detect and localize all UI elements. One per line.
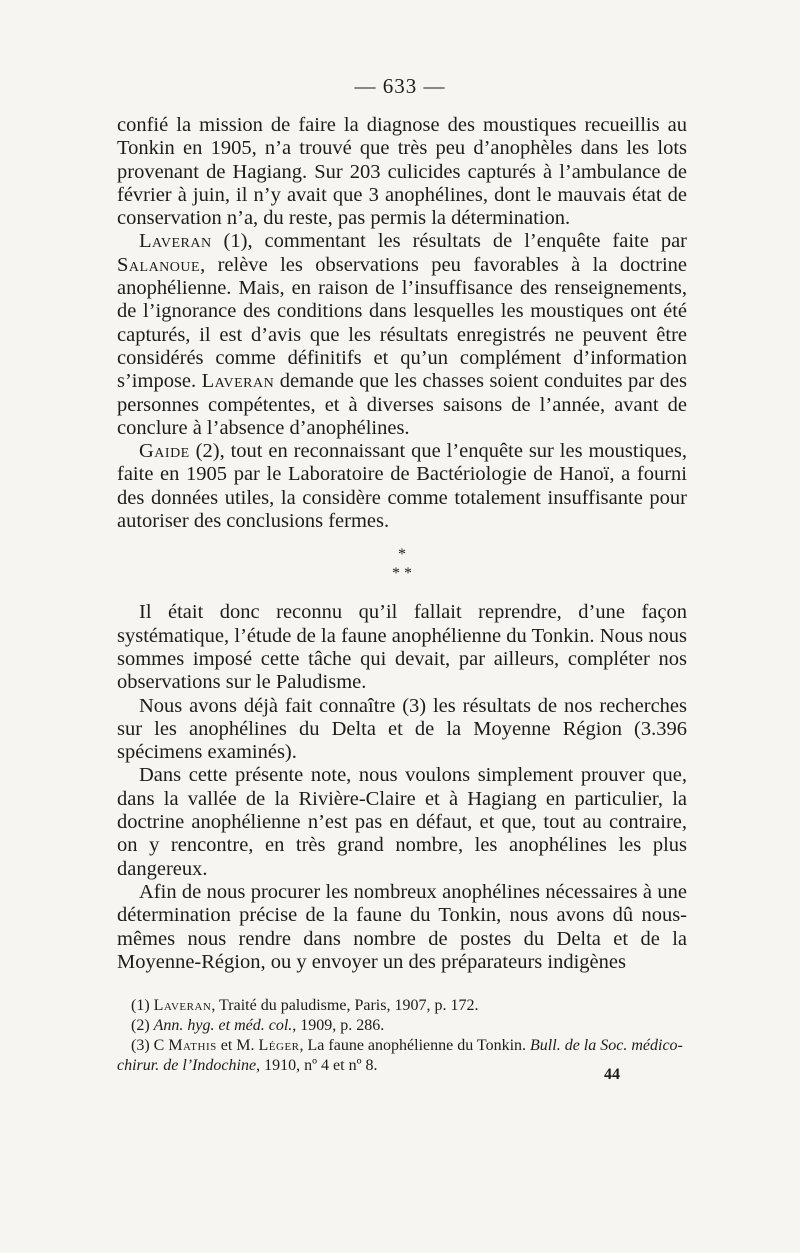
footnote-marker: (2) xyxy=(131,1017,154,1034)
footnote-marker: (3) C xyxy=(131,1037,169,1054)
text-segment: , 1909, p. 286. xyxy=(292,1017,385,1034)
footnote-3 xyxy=(117,1036,687,1076)
paragraph-7 xyxy=(117,881,687,974)
footnote-2 xyxy=(117,1016,687,1036)
paragraph-5 xyxy=(117,695,687,765)
author-name: Salanoue xyxy=(117,253,201,276)
text-segment: (1), commentant les résultats de l’enquête faite par xyxy=(211,230,687,253)
text-segment: Dans cette présente note, nous voulons simplement prouver que, dans la vallée de la Rivière-Claire et à Hagiang en particulier, la doctrine anophélienne n’est pas en défaut, et que, tout au contraire, on y rencontre, en très grand nombre, les anophélines les plus dangereux. xyxy=(117,764,687,880)
journal-title: Bull. de la Soc. médico-chirur. de l’Indochine xyxy=(117,1037,683,1074)
journal-title: Ann. hyg. et méd. col. xyxy=(153,1017,293,1034)
paragraph-1 xyxy=(117,114,687,230)
paragraph-2 xyxy=(117,230,687,440)
author-name: Léger xyxy=(258,1037,300,1054)
paragraph-4 xyxy=(117,601,687,694)
footnote-1 xyxy=(117,996,687,1016)
paragraph-3 xyxy=(117,440,687,533)
text-segment: demande que les chasses soient conduites par des personnes compétentes, et à diverses saisons de l’année, avant de conclure à l’absence d’anophélines. xyxy=(117,370,687,439)
author-name: Laveran xyxy=(201,370,275,393)
asterism-bottom: * * xyxy=(392,565,412,583)
author-name: Gaide xyxy=(139,440,190,463)
text-segment: , 1910, nº 4 et nº 8. xyxy=(256,1057,378,1074)
author-name: Mathis xyxy=(168,1037,217,1054)
text-segment: Il était donc reconnu qu’il fallait reprendre, d’une façon systématique, l’étude de la faune anophélienne du Tonkin. Nous nous sommes imposé cette tâche qui devait, par ailleurs, compléter nos observations sur le Paludisme. xyxy=(117,601,687,694)
page-number: — 633 — xyxy=(354,74,446,98)
asterism-divider xyxy=(117,533,687,601)
author-name: Laveran xyxy=(153,997,212,1014)
footnote-marker: (1) xyxy=(131,997,154,1014)
text-segment: Nous avons déjà fait connaître (3) les résultats de nos recherches sur les anophélines du Delta et de la Moyenne Région (3.396 spécimens examinés). xyxy=(117,694,687,764)
asterism-top: * xyxy=(398,546,406,564)
signature-mark: 44 xyxy=(604,1066,620,1083)
text-segment: , La faune anophélienne du Tonkin. xyxy=(299,1037,531,1054)
text-segment: et M. xyxy=(216,1037,259,1054)
footnotes xyxy=(117,996,687,1076)
text-segment: , relève les observations peu favorables à la doctrine anophélienne. Mais, en raison de l’insuffisance des renseignements, de l’ignorance des conditions dans lesquelles les moustiques ont été capturés, il est d’avis que les résultats enregistrés ne peuvent être considérés comme définitifs et qu’un complément d’information s’impose. xyxy=(117,253,687,393)
text-segment: (2), tout en reconnaissant que l’enquête sur les moustiques, faite en 1905 par le Laboratoire de Bactériologie de Hanoï, a fourni des données utiles, la considère comme totalement insuffisante pour autoriser des conclusions fermes. xyxy=(117,440,687,533)
text-segment: Afin de nous procurer les nombreux anophélines nécessaires à une détermination précise de la faune du Tonkin, nous avons dû nous-mêmes nous rendre dans nombre de postes du Delta et de la Moyenne-Région, ou y envoyer un des préparateurs indigènes xyxy=(117,880,687,973)
paragraph-6 xyxy=(117,764,687,880)
text-segment: confié la mission de faire la diagnose des moustiques recueillis au Tonkin en 1905, n’a trouvé que très peu d’anophèles dans les lots provenant de Hagiang. Sur 203 culicides capturés à l’ambulance de février à juin, il n’y avait que 3 anophélines, dont le mauvais état de conservation n’a, du reste, pas permis la détermination. xyxy=(117,114,687,230)
text-segment: , Traité du paludisme, Paris, 1907, p. 172. xyxy=(211,997,479,1014)
author-name: Laveran xyxy=(139,230,212,253)
body-text xyxy=(117,114,687,974)
